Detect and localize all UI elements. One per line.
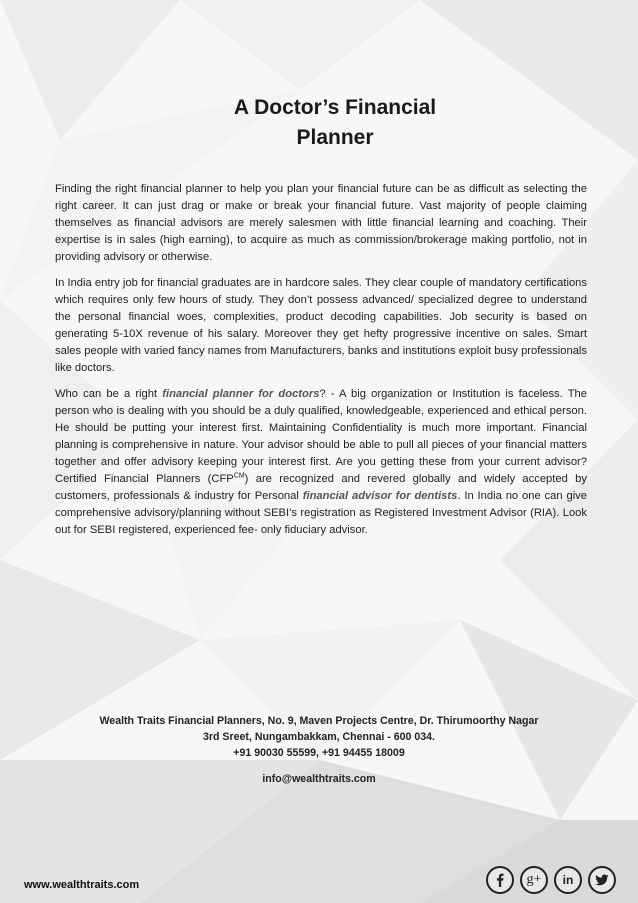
title-line-2: Planner: [296, 126, 374, 149]
paragraph-3: [55, 386, 587, 539]
paragraph-3-part-1: Who can be a right: [55, 388, 163, 400]
page-title: [150, 93, 520, 153]
paragraph-1: Finding the right financial planner to help you plan your financial future can be as difficult as selecting the right career. It can just drag or make or break your financial future. Vast majority of people claiming themselves as financial advisors are merely salesmen with little financial learning and coaching. Their expertise is in sales (high earning), to acquire as much as commission/brokerage making portfolio, not in providing advisory or otherwise.: [55, 183, 587, 263]
paragraph-2: In India entry job for financial graduates are in hardcore sales. They clear couple of mandatory certifications which requires only few hours of study. They don’t possess advanced/ specialized degree to understand the personal financial woes, complexities, product decoding capabilities. Job security is based on generating 5-10X revenue of his salary. Moreover they get hefty progressive incentive on sales. Smart sales people with varied fancy names from Manufacturers, banks and institutions exploit busy professionals like doctors.: [55, 277, 587, 374]
social-links: [486, 866, 616, 894]
cfp-superscript: CM: [233, 472, 245, 480]
linkedin-icon[interactable]: [554, 866, 582, 894]
facebook-icon[interactable]: [486, 866, 514, 894]
google-plus-icon[interactable]: [520, 866, 548, 894]
twitter-icon[interactable]: [588, 866, 616, 894]
paragraph-3-part-4: . In India no one can give comprehensive advisory/planning without SEBI’s registration as Registered Investment Advisor (RIA). Look out for SEBI registered, experienced fee- only fiduciary advisor.: [55, 490, 587, 536]
email-address[interactable]: info@wealthtraits.com: [262, 773, 376, 785]
financial-advisor-link[interactable]: financial advisor for dentists: [302, 490, 458, 502]
website-link[interactable]: www.wealthtraits.com: [24, 879, 140, 891]
phone-numbers: +91 90030 55599, +91 94455 18009: [233, 747, 405, 759]
title-line-1: A Doctor’s Financial: [233, 96, 437, 119]
google-plus-label: g+: [526, 872, 542, 887]
document-body: [55, 181, 587, 548]
address-line-2: 3rd Sreet, Nungambakkam, Chennai - 600 034.: [203, 731, 435, 743]
financial-planner-link[interactable]: financial planner for doctors: [162, 388, 320, 400]
address-line-1: Wealth Traits Financial Planners, No. 9, Maven Projects Centre, Dr. Thirumoorthy Nagar: [99, 715, 539, 727]
linkedin-label: in: [562, 873, 574, 887]
footer-address: [40, 713, 598, 787]
paragraph-3-part-3: ) are recognized and revered globally and widely accepted by customers, professionals & industry for Personal: [55, 473, 587, 502]
paragraph-3-part-2: ? - A big organization or Institution is faceless. The person who is dealing with you should be a duly qualified, knowledgeable, experienced and ethical person. He should be putting your interest first. Maintaining Confidentiality is much more important. Financial planning is comprehensive in nature. Your advisor should be able to pull all pieces of your financial matters together and offer advisory keeping your interest first. Are you getting these from your current advisor? Certified Financial Planners (CFP: [55, 388, 587, 485]
